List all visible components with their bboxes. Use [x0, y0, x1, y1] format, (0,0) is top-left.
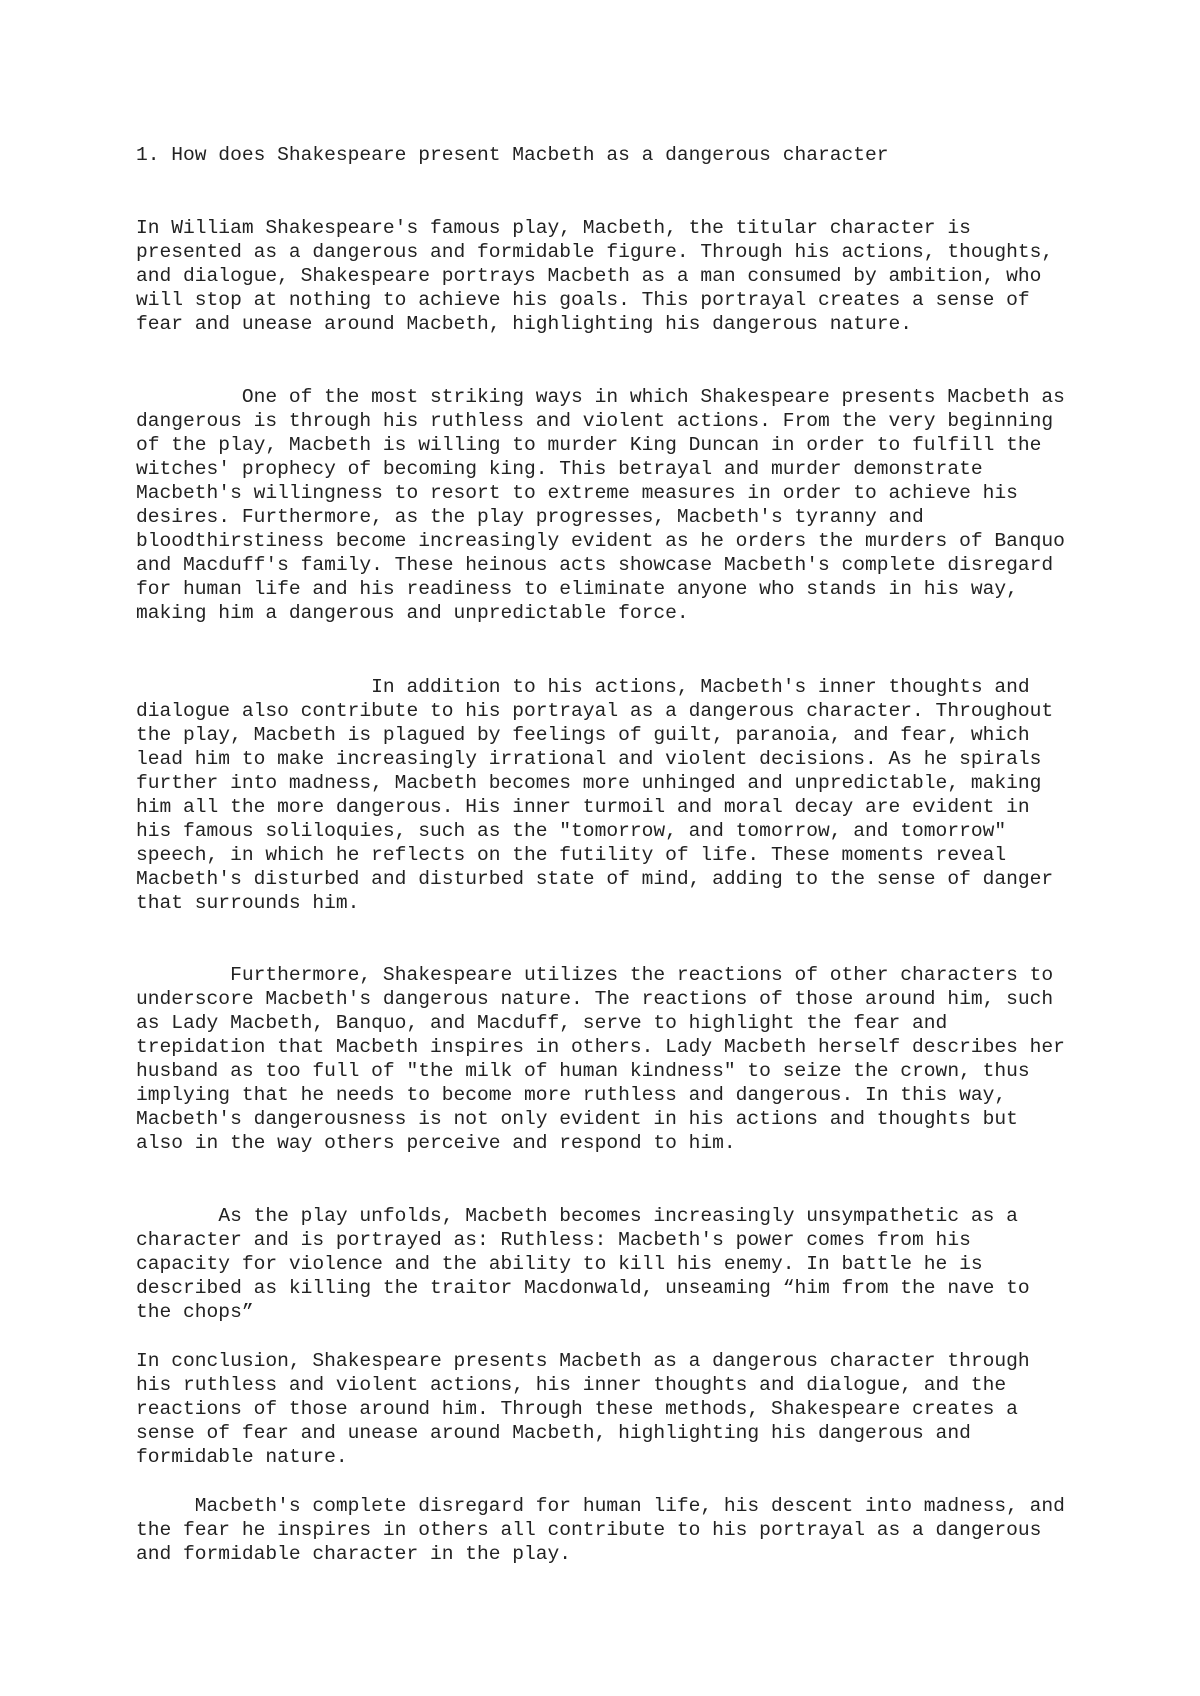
paragraph-closing: Macbeth's complete disregard for human life, his descent into madness, and the fear he inspires in others all contribute to his portrayal as a dangerous and formidable character in the play. [136, 1495, 1077, 1565]
paragraph-actions: One of the most striking ways in which Shakespeare presents Macbeth as dangerous is through his ruthless and violent actions. From the very beginning of the play, Macbeth is willing to murder King Duncan in order to fulfill the witches' prophecy of becoming king. This betrayal and murder demonstrate Macbeth's willingness to resort to extreme measures in order to achieve his desires. Furthermore, as the play progresses, Macbeth's tyranny and bloodthirstiness become increasingly evident as he orders the murders of Banquo and Macduff's family. These heinous acts showcase Macbeth's complete disregard for human life and his readiness to eliminate anyone who stands in his way, making him a dangerous and unpredictable force. [136, 386, 1077, 624]
paragraph-conclusion: In conclusion, Shakespeare presents Macbeth as a dangerous character through his ruthless and violent actions, his inner thoughts and dialogue, and the reactions of those around him. Through these methods, Shakespeare creates a sense of fear and unease around Macbeth, highlighting his dangerous and formidable nature. [136, 1350, 1042, 1468]
paragraph-reactions: Furthermore, Shakespeare utilizes the reactions of other characters to underscore Macbeth's dangerous nature. The reactions of those around him, such as Lady Macbeth, Banquo, and Macduff, serve to highlight the fear and trepidation that Macbeth inspires in others. Lady Macbeth herself describes her husband as too full of "the milk of human kindness" to seize the crown, thus implying that he needs to become more ruthless and dangerous. In this way, Macbeth's dangerousness is not only evident in his actions and thoughts but also in the way others perceive and respond to him. [136, 964, 1077, 1154]
paragraph-unsympathetic: As the play unfolds, Macbeth becomes increasingly unsympathetic as a character and is portrayed as: Ruthless: Macbeth's power comes from his capacity for violence and the ability to kill his enemy. In battle he is described as killing the traitor Macdonwald, unseaming “him from the nave to the chops” [136, 1205, 1042, 1323]
paragraph-introduction: In William Shakespeare's famous play, Macbeth, the titular character is presented as a dangerous and formidable figure. Through his actions, thoughts, and dialogue, Shakespeare portrays Macbeth as a man consumed by ambition, who will stop at nothing to achieve his goals. This portrayal creates a sense of fear and unease around Macbeth, highlighting his dangerous nature. [136, 217, 1065, 335]
paragraph-inner-thoughts: In addition to his actions, Macbeth's inner thoughts and dialogue also contribute to his portrayal as a dangerous character. Throughout the play, Macbeth is plagued by feelings of guilt, paranoia, and fear, which lead him to make increasingly irrational and violent decisions. As he spirals further into madness, Macbeth becomes more unhinged and unpredictable, making him all the more dangerous. His inner turmoil and moral decay are evident in his famous soliloquies, such as the "tomorrow, and tomorrow, and tomorrow" speech, in which he reflects on the futility of life. These moments reveal Macbeth's disturbed and disturbed state of mind, adding to the sense of danger that surrounds him. [136, 676, 1065, 914]
essay-question: 1. How does Shakespeare present Macbeth as a dangerous character [136, 144, 889, 166]
